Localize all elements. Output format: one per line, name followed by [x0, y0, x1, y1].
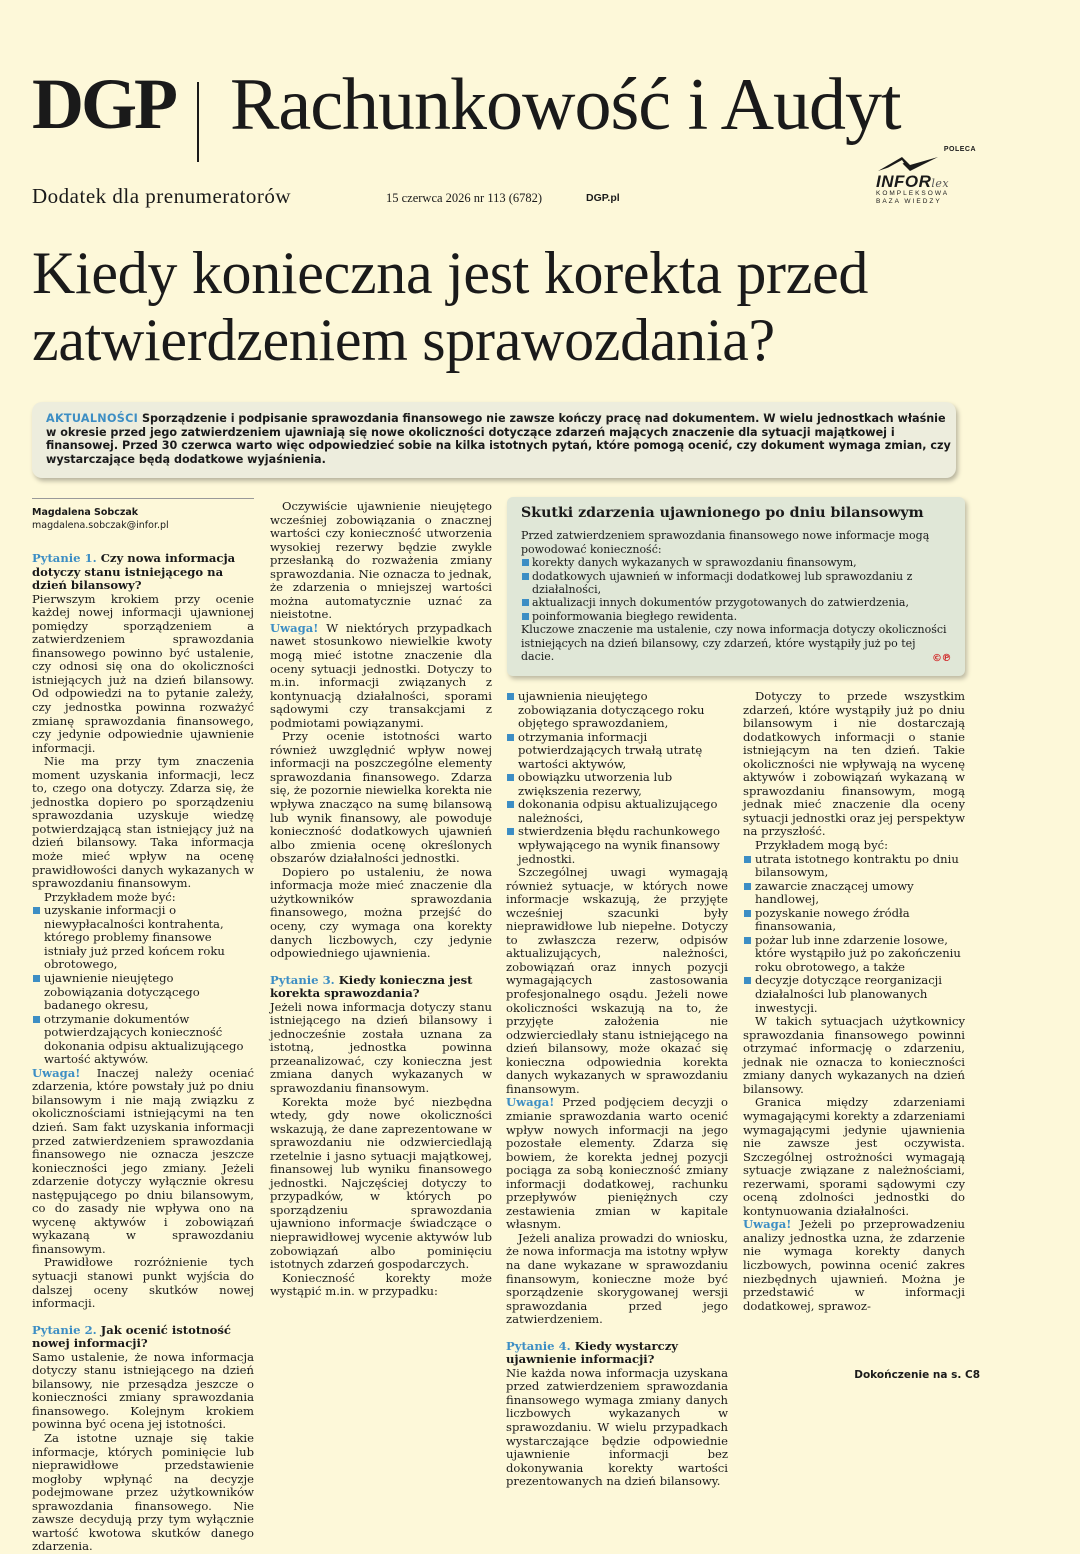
list-item: utrata istotnego kontraktu po dniu bilansowym,: [743, 853, 965, 880]
site-link[interactable]: DGP.pl: [586, 192, 620, 204]
paragraph: Przy ocenie istotności warto również uwzględnić wpływ nowej informacji na poszczególne elementy sprawozdania finansowego. Zdarza się, że pozornie niewielka korekta nie wpływa znacząco na sumę bilansową lub wynik finansowy, ale powoduje konieczność dodatkowych ujawnień albo zmienia ocenę określonych obszarów działalności jednostki.: [270, 729, 492, 866]
warning-label: Uwaga!: [506, 1095, 555, 1110]
list-item: ujawnienia nieujętego zobowiązania dotyczącego roku objętego sprawozdaniem,: [506, 690, 728, 731]
info-box-title: Skutki zdarzenia ujawnionego po dniu bilansowym: [521, 505, 924, 521]
paragraph: Szczególnej uwagi wymagają również sytuacje, w których nowe informacje wskazują, że przyjęte wcześniej szacunki były nieprawidłowe lub niepełne. Dotyczy to zwłaszcza rezerw, odpisów aktualizujących, należności, zobowiązań oraz innych pozycji wymagających zastosowania profesjonalnego osądu. Jeżeli nowe okoliczności wskazują na to, że przyjęte założenia nie odzwierciedlały stanu istniejącego na dzień bilansowy, może okazać się konieczna odpowiednia korekta danych wykazanych w sprawozdaniu finansowym.: [506, 865, 728, 1096]
lead-text: Sporządzenie i podpisanie sprawozdania finansowego nie zawsze kończy pracę nad dokumentem. W wielu jednostkach właśnie w okresie przed jego zatwierdzeniem ujawniają się nowe okoliczności dotyczące zdarzeń mających znaczenie dla sytuacji majątkowej i finansowej. Przed 30 czerwca warto więc odpowiedzieć sobie na kilka istotnych pytań, które pomogą ocenić, czy dokument wymaga zmian, czy wystarczające będą dodatkowe wyjaśnienia.: [46, 412, 951, 466]
question-3-label: Pytanie 3.: [270, 972, 335, 987]
column-2: [270, 500, 492, 1299]
paragraph: Konieczność korekty może wystąpić m.in. w przypadku:: [270, 1270, 492, 1299]
paragraph: Granica między zdarzeniami wymagającymi korekty a zdarzeniami wymagającymi jedynie ujawnienia nie zawsze jest oczywista. Szczególnej ostrożności wymagają sytuacje związane z należnościami, rezerwami, sporami sądowymi czy oceną zdolności jednostki do kontynuowania działalności.: [743, 1095, 965, 1218]
list-item: pożar lub inne zdarzenie losowe, które wystąpiło już po zakończeniu roku obrotowego, a także: [743, 934, 965, 975]
list-item: otrzymanie dokumentów potwierdzających konieczność dokonania odpisu aktualizującego wartość aktywów.: [32, 1013, 254, 1067]
sponsor-suffix: lex: [931, 177, 950, 190]
wing-icon: [876, 155, 940, 173]
list-item: dodatkowych ujawnień w informacji dodatkowej lub sprawozdaniu z działalności,: [521, 570, 951, 597]
bullet-list: [743, 853, 965, 1016]
warning-paragraph: [32, 1067, 254, 1257]
paragraph: Nie każda nowa informacja uzyskana przed zatwierdzeniem sprawozdania finansowego wymaga zmiany danych liczbowych wykazanych w sprawozdaniu. W wielu przypadkach wystarczające będzie odpowiednie ujawnienie informacji bez dokonywania korekty wartości prezentowanych na dzień bilansowy.: [506, 1365, 728, 1489]
warning-paragraph: [270, 622, 492, 730]
column-3: [506, 690, 728, 1489]
warning-text: Inaczej należy oceniać zdarzenia, które powstały już po dniu bilansowym i nie mają związku z okolicznościami istniejącymi na ten dzień. Sam fakt uzyskania informacji przed zatwierdzeniem sprawozdania finansowego nie oznacza jeszcze konieczności jego zmiany. Jeżeli zdarzenie dotyczy wyłącznie okresu następującego po dniu bilansowym, co do zasady nie wpływa ono na wycenę aktywów i zobowiązań wykazaną w sprawozdaniu finansowym.: [32, 1065, 254, 1256]
warning-label: Uwaga!: [32, 1065, 81, 1080]
question-2-heading: [32, 1324, 254, 1351]
list-item: pozyskanie nowego źródła finansowania,: [743, 907, 965, 934]
list-item: dokonania odpisu aktualizującego należności,: [506, 798, 728, 825]
paragraph: Jeżeli analiza prowadzi do wniosku, że nowa informacja ma istotny wpływ na dane wykazane w sprawozdaniu finansowym, konieczne może być sporządzenie skorygowanej wersji sprawozdania przed jego zatwierdzeniem.: [506, 1230, 728, 1327]
question-1-heading: [32, 552, 254, 593]
sponsor-label: POLECA: [943, 146, 976, 153]
lead-box: [32, 402, 956, 478]
warning-text: Jeżeli po przeprowadzeniu analizy jednostka uzna, że zdarzenie nie wymaga korekty danych liczbowych, powinna ocenić zakres niezbędnych ujawnień. Można je przedstawić w informacji dodatkowej, sprawoz-: [743, 1217, 965, 1313]
sponsor-name: INFOR: [876, 172, 932, 191]
issue-info: 15 czerwca 2026 nr 113 (6782): [386, 191, 543, 205]
column-1: [32, 498, 254, 1554]
paragraph: Samo ustalenie, że nowa informacja dotyczy stanu istniejącego na dzień bilansowy, nie przesądza jeszcze o konieczności zmiany sprawozdania finansowego. Kolejnym krokiem powinna być ocena jej istotności.: [32, 1349, 254, 1432]
list-item: stwierdzenia błędu rachunkowego wpływającego na wynik finansowy jednostki.: [506, 825, 728, 866]
sponsor-logo: [876, 146, 976, 206]
warning-paragraph: [743, 1218, 965, 1313]
paragraph: Dopiero po ustaleniu, że nowa informacja może mieć znaczenie dla użytkowników sprawozdania finansowego, można przejść do oceny, czy wymaga ona korekty danych liczbowych, czy jedynie odpowiedniego ujawnienia.: [270, 864, 492, 961]
question-4-heading: [506, 1340, 728, 1367]
list-item: decyzje dotyczące reorganizacji działalności lub planowanych inwestycji.: [743, 974, 965, 1015]
paragraph: Przykładem może być:: [44, 889, 176, 904]
paragraph: W takich sytuacjach użytkownicy sprawozdania finansowego powinni otrzymać informację o zdarzeniu, jednak nie oznacza to konieczności zmiany danych wykazanych na dzień bilansowy.: [743, 1014, 965, 1096]
question-4-label: Pytanie 4.: [506, 1338, 571, 1353]
list-item: obowiązku utworzenia lub zwiększenia rezerwy,: [506, 771, 728, 798]
paragraph: Pierwszym krokiem przy ocenie każdej nowej informacji ujawnionej pomiędzy sporządzeniem a zatwierdzeniem sprawozdania finansowego powinno być ustalenie, czy odnosi się ona do okoliczności istniejących już na dzień bilansowy. Od odpowiedzi na to pytanie zależy, czy jednostka powinna rozważyć zmianę sprawozdania finansowego, czy jedynie odpowiednie ujawnienie informacji.: [32, 591, 254, 755]
paragraph: Za istotne uznaje się takie informacje, których pominięcie lub nieprawidłowe przedstawienie mogłoby wpłynąć na decyzje podejmowane przez użytkowników sprawozdania finansowego. Nie zawsze decydują przy tym wyłącznie wartość kwotowa skutków danego zdarzenia.: [32, 1431, 254, 1554]
info-box-intro: Przed zatwierdzeniem sprawozdania finansowego nowe informacje mogą powodować konieczność:: [521, 529, 930, 556]
warning-text: Przed podjęciem decyzji o zmianie sprawozdania warto ocenić wpływ nowych informacji na jego pozostałe elementy. Zdarza się bowiem, że korekta jednej pozycji pociąga za sobą konieczność zmiany informacji dodatkowej, rachunku przepływów pieniężnych czy zestawienia zmian w kapitale własnym.: [506, 1095, 728, 1232]
question-4-title: Kiedy wystarczy ujawnienie informacji?: [506, 1338, 679, 1367]
sponsor-tagline-2: BAZA WIEDZY: [876, 197, 942, 205]
warning-text: W niektórych przypadkach nawet stosunkowo niewielkie kwoty mogą mieć istotne znaczenie dla oceny sytuacji jednostki. Dotyczy to m.in. informacji związanych z kontynuacją działalności, sporami sądowymi czy transakcjami z podmiotami powiązanymi.: [270, 620, 492, 730]
supplement-subtitle: Dodatek dla prenumeratorów: [32, 184, 292, 208]
paragraph: Korekta może być niezbędna wtedy, gdy nowe okoliczności wskazują, że dane zaprezentowane w sprawozdaniu nie odzwierciedlają rzetelnie i jasno sytuacji majątkowej, finansowej lub wyniku finansowego jednostki. Najczęściej dotyczy to przypadków, w których po sporządzeniu sprawozdania ujawniono informacje świadczące o nieprawidłowej wycenie aktywów lub zobowiązań albo pominięciu istotnych zdarzeń gospodarczych.: [270, 1094, 492, 1272]
list-item: ujawnienie nieujętego zobowiązania dotyczącego badanego okresu,: [32, 972, 254, 1013]
question-2-label: Pytanie 2.: [32, 1322, 97, 1337]
warning-label: Uwaga!: [270, 620, 319, 635]
info-box-outro: Kluczowe znaczenie ma ustalenie, czy nowa informacja dotyczy okoliczności istniejących na dzień bilansowy, czy zdarzeń, które wystąpiły już po tej dacie.: [521, 623, 947, 664]
question-3-title: Kiedy konieczna jest korekta sprawozdania?: [270, 972, 473, 1001]
paragraph: Jeżeli nowa informacja dotyczy stanu istniejącego na dzień bilansowy i jednocześnie została uznana za istotną, jednostka powinna przeanalizować, czy konieczna jest zmiana danych wykazanych w sprawozdaniu finansowym.: [270, 999, 492, 1095]
paragraph: Dotyczy to przede wszystkim zdarzeń, które wystąpiły już po dniu bilansowym i nie dostarczają dodatkowych informacji o stanie istniejącym na ten dzień. Takie okoliczności nie wpływają na wycenę aktywów i zobowiązań wykazaną w sprawozdaniu finansowym, mogą jednak mieć znaczenie dla oceny sytuacji jednostki oraz jej perspektyw na przyszłość.: [743, 689, 965, 839]
masthead-divider: [197, 82, 199, 162]
paragraph: Prawidłowe rozróżnienie tych sytuacji stanowi punkt wyjścia do dalszej oceny skutków nowej informacji.: [32, 1255, 254, 1311]
info-box: [507, 497, 965, 676]
paragraph: Nie ma przy tym znaczenia moment uzyskania informacji, lecz to, czego ona dotyczy. Zdarza się, że jednostka dopiero po sporządzeniu sprawozdania uzyskuje wiedzę potwierdzającą stan istniejący już na dzień bilansowy. Taka informacja może mieć wpływ na ocenę prawidłowości danych wykazanych w sprawozdaniu finansowym.: [32, 754, 254, 891]
list-item: poinformowania biegłego rewidenta.: [521, 610, 951, 623]
author-email[interactable]: magdalena.sobczak@infor.pl: [32, 520, 169, 531]
list-item: otrzymania informacji potwierdzających trwałą utratę wartości aktywów,: [506, 731, 728, 772]
sponsor-name-row: [876, 173, 976, 190]
list-item: zawarcie znaczącej umowy handlowej,: [743, 880, 965, 907]
bullet-list: [506, 690, 728, 866]
info-box-list: [521, 556, 951, 623]
paragraph: Przykładem mogą być:: [755, 838, 889, 853]
column-4: [743, 690, 965, 1313]
question-2-title: Jak ocenić istotność nowej informacji?: [32, 1322, 231, 1351]
article-headline: Kiedy konieczna jest korekta przed zatwierdzeniem sprawozdania?: [32, 240, 869, 373]
copyright-mark: ©℗: [932, 652, 951, 664]
warning-paragraph: [506, 1096, 728, 1231]
paragraph: Oczywiście ujawnienie nieujętego wcześniej zobowiązania o znacznej wartości czy konieczność utworzenia wysokiej rezerwy będzie zwykle przesłanką do rozważenia zmiany sprawozdania. Nie oznacza to jednak, że zdarzenia o mniejszej wartości można automatycznie uznać za nieistotne.: [270, 499, 492, 622]
lead-label: AKTUALNOŚCI: [46, 412, 139, 425]
warning-label: Uwaga!: [743, 1217, 792, 1232]
byline: [32, 498, 254, 532]
list-item: aktualizacji innych dokumentów przygotowanych do zatwierdzenia,: [521, 596, 951, 609]
question-1-title: Czy nowa informacja dotyczy stanu istniejącego na dzień bilansowy?: [32, 551, 236, 593]
brand-logo: DGP: [32, 64, 175, 144]
sponsor-tagline-1: KOMPLEKSOWA: [876, 190, 950, 197]
continuation-note: Dokończenie na s. C8: [854, 1369, 980, 1381]
bullet-list: [32, 904, 254, 1067]
list-item: uzyskanie informacji o niewypłacalności kontrahenta, którego problemy finansowe istniały już przed końcem roku obrotowego,: [32, 904, 254, 972]
question-3-heading: [270, 974, 492, 1001]
section-title: Rachunkowość i Audyt: [230, 64, 901, 146]
list-item: korekty danych wykazanych w sprawozdaniu finansowym,: [521, 556, 951, 569]
author-name: Magdalena Sobczak: [32, 507, 139, 518]
question-1-label: Pytanie 1.: [32, 551, 97, 565]
